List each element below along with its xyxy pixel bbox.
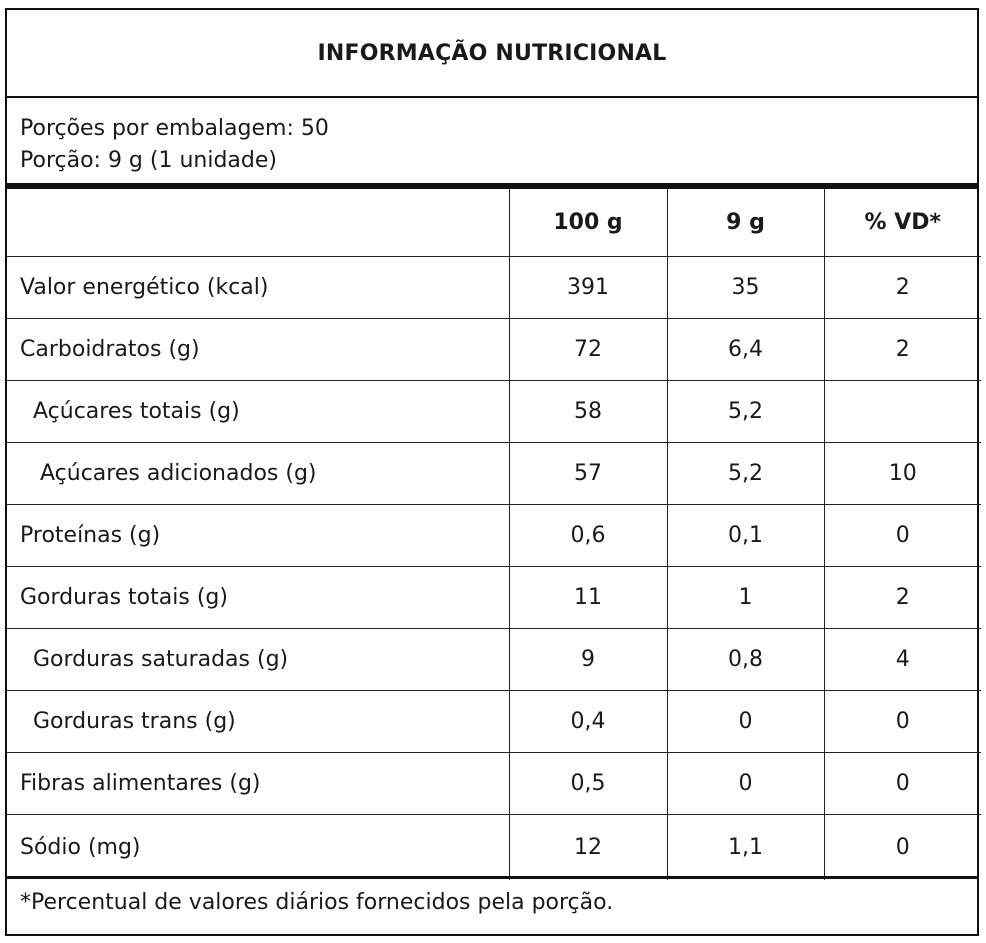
nutrient-name: Gorduras trans (g) <box>7 690 509 752</box>
table-row <box>7 814 981 880</box>
header-per-portion: 9 g <box>667 189 824 256</box>
nutrition-facts-label <box>5 8 979 936</box>
value-daily: 2 <box>824 566 981 628</box>
value-daily: 2 <box>824 318 981 380</box>
value-per-100g: 0,4 <box>509 690 667 752</box>
value-per-100g: 58 <box>509 380 667 442</box>
nutrient-name: Proteínas (g) <box>7 504 509 566</box>
value-per-100g: 57 <box>509 442 667 504</box>
value-per-portion: 0 <box>667 752 824 814</box>
value-daily: 0 <box>824 814 981 880</box>
value-per-portion: 5,2 <box>667 380 824 442</box>
table-row <box>7 318 981 380</box>
nutrient-name: Açúcares totais (g) <box>7 380 509 442</box>
nutrient-name: Sódio (mg) <box>20 834 141 860</box>
value-per-100g: 9 <box>509 628 667 690</box>
value-per-portion: 0 <box>667 690 824 752</box>
label-title: INFORMAÇÃO NUTRICIONAL <box>7 10 977 98</box>
header-per-100g: 100 g <box>509 189 667 256</box>
table-header-row <box>7 189 981 256</box>
table-row <box>7 256 981 318</box>
value-daily: 0 <box>824 504 981 566</box>
value-per-100g: 0,5 <box>509 752 667 814</box>
value-per-100g: 12 <box>509 814 667 880</box>
value-daily: 0 <box>824 752 981 814</box>
value-daily: 0 <box>824 690 981 752</box>
table-row <box>7 628 981 690</box>
nutrition-table <box>7 189 981 880</box>
value-per-100g: 11 <box>509 566 667 628</box>
value-per-portion: 1,1 <box>667 814 824 880</box>
footer-divider <box>7 876 977 879</box>
value-daily: 2 <box>824 256 981 318</box>
nutrient-name: Valor energético (kcal) <box>7 256 509 318</box>
table-row <box>7 566 981 628</box>
nutrient-name: Gorduras saturadas (g) <box>7 628 509 690</box>
table-row <box>7 504 981 566</box>
value-per-100g: 0,6 <box>509 504 667 566</box>
header-nutrient <box>7 189 509 256</box>
value-per-portion: 5,2 <box>667 442 824 504</box>
nutrient-name: Açúcares adicionados (g) <box>7 442 509 504</box>
table-row <box>7 380 981 442</box>
value-per-portion: 0,1 <box>667 504 824 566</box>
nutrient-name: Fibras alimentares (g) <box>7 752 509 814</box>
value-per-portion: 0,8 <box>667 628 824 690</box>
table-row <box>7 752 981 814</box>
footnote: *Percentual de valores diários fornecidos pela porção. <box>20 890 614 915</box>
value-daily: 10 <box>824 442 981 504</box>
value-daily: 4 <box>824 628 981 690</box>
table-row <box>7 690 981 752</box>
value-per-100g: 391 <box>509 256 667 318</box>
value-per-portion: 1 <box>667 566 824 628</box>
value-per-portion: 6,4 <box>667 318 824 380</box>
nutrient-name: Carboidratos (g) <box>7 318 509 380</box>
value-per-portion: 35 <box>667 256 824 318</box>
nutrient-name: Gorduras totais (g) <box>7 566 509 628</box>
value-per-100g: 72 <box>509 318 667 380</box>
portions-per-package: Porções por embalagem: 50 <box>20 116 329 141</box>
header-daily-value: % VD* <box>824 189 981 256</box>
portion-size: Porção: 9 g (1 unidade) <box>20 148 277 173</box>
value-daily <box>824 380 981 442</box>
portion-info <box>7 98 977 183</box>
table-row <box>7 442 981 504</box>
